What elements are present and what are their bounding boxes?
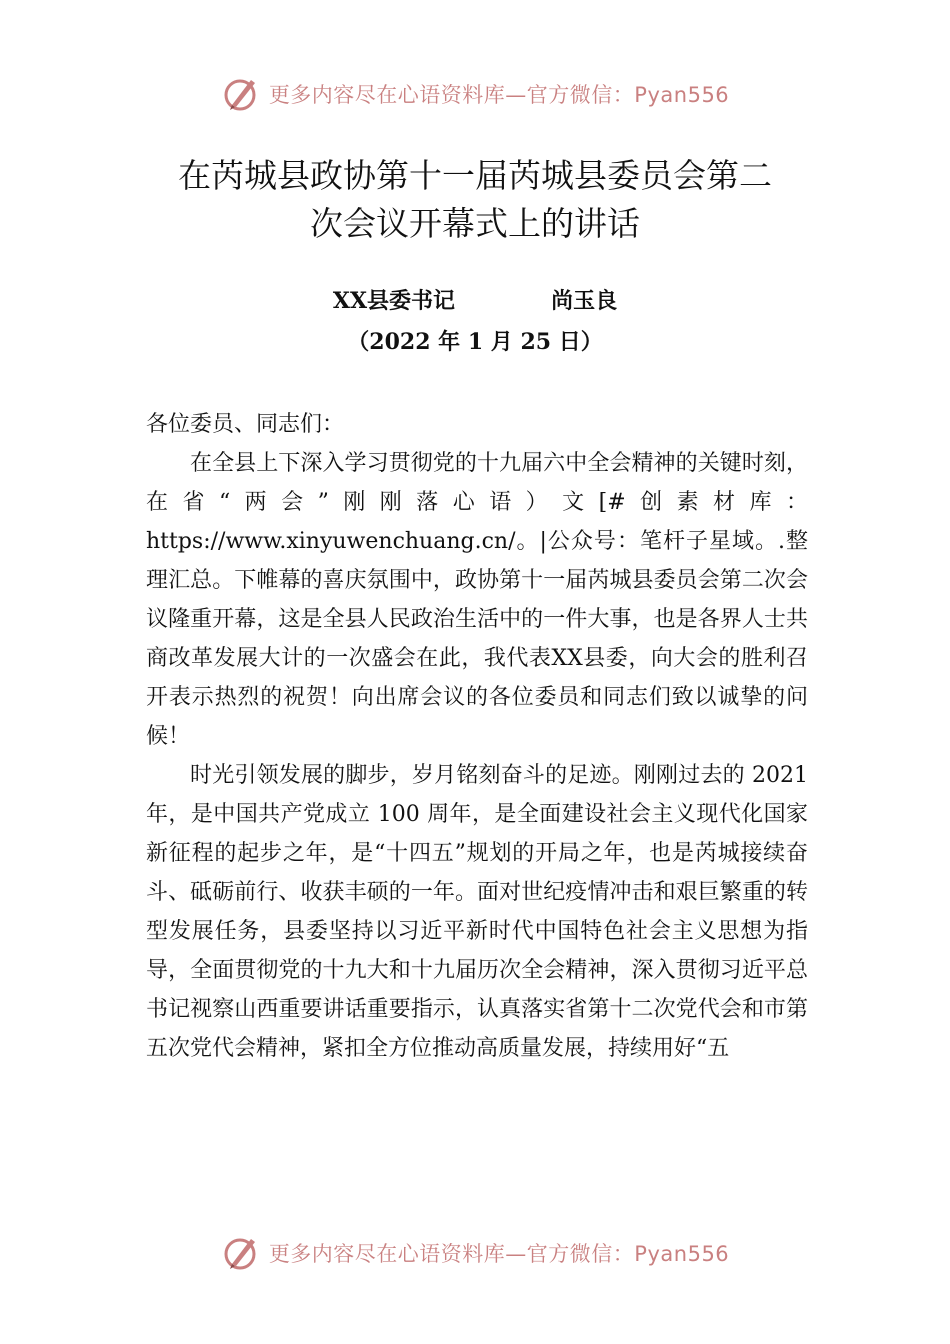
paragraph-2: 时光引领发展的脚步，岁月铭刻奋斗的足迹。刚刚过去的 2021 年，是中国共产党成立 100 周年，是全面建设社会主义现代化国家新征程的起步之年，是“十四五”规划的开局之年，也是芮城接续奋斗、砥砺前行、收获丰硕的一年。面对世纪疫情冲击和艰巨繁重的转型发展任务，县委坚持以习近平新时代中国特色社会主义思想为指导，全面贯彻党的十九大和十九届历次全会精神，深入贯彻习近平总书记视察山西重要讲话重要指示，认真落实省第十二次党代会和市第五次党代会精神，紧扣全方位推动高质量发展，持续用好“五 bbox=[146, 763, 808, 1061]
pen-logo-icon bbox=[221, 74, 261, 114]
document-title bbox=[100, 152, 850, 248]
author-role: XX县委书记 bbox=[332, 288, 456, 314]
title-line-2: 次会议开幕式上的讲话 bbox=[310, 204, 640, 243]
header-watermark bbox=[0, 72, 950, 116]
watermark-text: 更多内容尽在心语资料库—官方微信：Pyan556 bbox=[268, 83, 730, 107]
pen-logo-icon bbox=[221, 1233, 261, 1273]
paragraph-1: 在全县上下深入学习贯彻党的十九届六中全会精神的关键时刻，在省“两会”刚刚落心语）文[#创素材库：https://www.xinyuwenchuang.cn/。|公众号：笔杆子星域。.整理汇总。下帷幕的喜庆氛围中，政协第十一届芮城县委员会第二次会议隆重开幕，这是全县人民政治生活中的一件大事，也是各界人士共商改革发展大计的一次盛会在此，我代表XX县委，向大会的胜利召开表示热烈的祝贺！向出席会议的各位委员和同志们致以诚挚的问候！ bbox=[146, 451, 808, 749]
author-line bbox=[0, 284, 950, 315]
author-name: 尚玉良 bbox=[551, 288, 618, 314]
speech-date: （2022 年 1 月 25 日） bbox=[347, 329, 603, 355]
document-body bbox=[146, 405, 808, 1068]
title-line-1: 在芮城县政协第十一届芮城县委员会第二 bbox=[178, 156, 772, 195]
watermark-text: 更多内容尽在心语资料库—官方微信：Pyan556 bbox=[268, 1242, 730, 1266]
salutation: 各位委员、同志们： bbox=[146, 412, 345, 437]
footer-watermark bbox=[0, 1231, 950, 1275]
